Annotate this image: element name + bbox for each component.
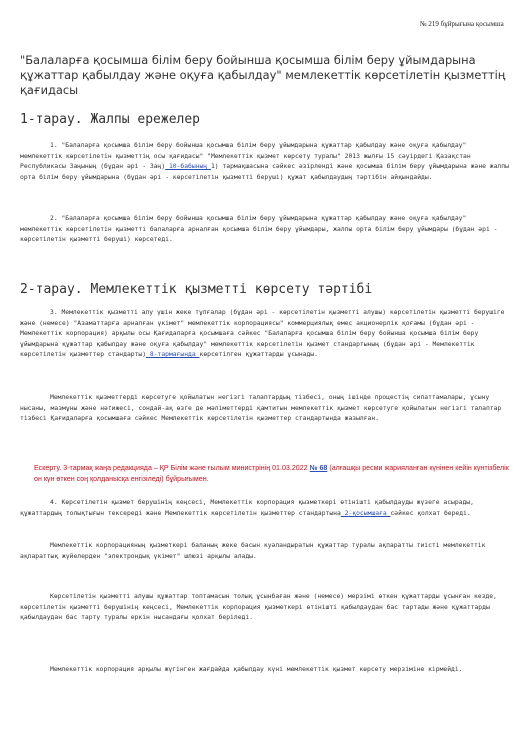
paragraph-2-text: 2. "Балаларға қосымша білім беру бойынша қосымша білім беру ұйымдарына құжаттар қабылдау және оқуға қабылдау" мемлекеттік көрсетілетін қызметті балаларға арналған қосымша білім беру ұйымдары, жалпы орта білім беру ұйымдары (бұдан әрі - көрсетілетін қызметті беруші) көрсетеді. <box>20 215 498 244</box>
paragraph-3-text-b: көрсетілген құжаттарды ұсынады. <box>199 351 318 359</box>
paragraph-4-text-a: 4. Көрсетілетін қызмет берушінің кеңсесі, Мемлекеттік корпорация қызметкері өтінішті қабылдауды жүзеге асырады, құжаттардың толықтығын тексереді және Мемлекеттік көрсетілетін қызметтер стандартына <box>20 499 474 517</box>
amendment-note <box>34 463 514 485</box>
paragraph-3 <box>20 308 510 361</box>
document-title: "Балаларға қосымша білім беру бойынша қосымша білім беру ұйымдарына құжаттар қабылдау және оқуға қабылдау" мемлекеттік көрсетілетін қызметтің қағидасы <box>20 53 506 97</box>
paragraph-2 <box>20 214 510 246</box>
paragraph-4b-text: Мемлекеттік корпорацияның қызметкері баланың жеке басын куәландыратын құжаттар туралы ақпаратты тиісті мемлекеттік ақпараттық жүйелерден "электрондық үкімет" шлюзі арқылы алады. <box>20 542 486 560</box>
paragraph-3-text-a: 3. Мемлекеттік қызметті алу үшін жеке тұлғалар (бұдан әрі - көрсетілетін қызметті алушы) көрсетілетін қызметті берушіге және (немесе) "Азаматтарға арналған үкімет" мемлекеттік корпорациясы" коммерциялық емес акционерлік қоғамы (бұдан әрі - Мемлекеттік корпорация) арқылы осы Қағидаларға қосымшаға сәйкес "Балаларға қосымша білім беру бойынша қосымша білім беру ұйымдарына құжаттар қабылдау және оқуға қабылдау" мемлекеттік көрсетілетін қызмет стандартының (бұдан әрі - Мемлекеттік көрсетілетін қызметтер стандарты) <box>20 309 505 359</box>
paragraph-1-text-a: 1. "Балаларға қосымша білім беру бойынша қосымша білім беру ұйымдарына құжаттар қабылдау және оқуға қабылдау" мемлекеттік көрсетілетін қызметтің осы қағидасы" "Мемлекеттік қызмет көрсету туралы" 2013 жылғы 15 сәуірдегі Қазақстан Республикасы Заңының (бұдан әрі - Заң) <box>20 142 471 171</box>
chapter-2-heading: 2-тарау. Мемлекеттік қызметті көрсету тәртібі <box>20 282 373 297</box>
paragraph-3-continued <box>20 393 510 425</box>
note-text-b: (алғашқы ресми жарияланған күнінен кейін күнтізбелік он күн өткен соң қолданысқа енгізіледі) бұйрығымен. <box>34 464 509 483</box>
paragraph-4-continued <box>20 541 510 562</box>
paragraph-4-refusal <box>20 592 510 624</box>
paragraph-3b-text: Мемлекеттік қызметтерді көрсетуге қойылатын негізгі талаптардың тізбесі, оның ішінде процестің сипаттамалары, ұсыну нысаны, мазмұны және нәтижесі, сондай-ақ өзге де мәліметтерді қамтитын мемлекеттік қызмет көрсетуге қойылатын негізгі талаптар тізбесі Қағидаларға қосымшаға сәйкес Мемлекеттік көрсетілетін қызметтер стандартында жазылған. <box>20 394 502 423</box>
order-68-link[interactable]: № 68 <box>309 464 328 472</box>
paragraph-1 <box>20 141 510 183</box>
annex-label: № 219 бұйрығына қосымша <box>420 20 504 28</box>
paragraph-4d-text: Мемлекеттік корпорация арқылы жүгінген жағдайда қабылдау күні мемлекеттік қызмет көрсету мерзіміне кірмейді. <box>50 666 463 673</box>
paragraph-1-text-b: 1) тармақшасына сәйкес әзірленді және қосымша білім беру ұйымдарына және жалпы орта білім беру ұйымдарына (бұдан әрі - көрсетілетін қызметті беруші) құжат қабылдаудың тәртібін айқындайды. <box>20 163 509 181</box>
paragraph-4c-text: Көрсетілетін қызметті алушы құжаттар топтамасын толық ұсынбаған және (немесе) мерзімі өткен құжаттарды ұсынған кезде, көрсетілетін қызметті берушінің кеңсесі, Мемлекеттік корпорация қызметкері өтінішті қабылдаудан бас тартады және құжаттарды қабылдаудан бас тарту туралы еркін нысандағы қолхат беріледі. <box>20 593 497 622</box>
paragraph-4 <box>20 498 510 519</box>
annex-2-link[interactable]: 2-қосымшаға <box>340 509 391 517</box>
paragraph-4-deadline <box>20 665 510 676</box>
article-10-link[interactable]: 10-бабының <box>165 163 211 171</box>
paragraph-4-text-b: сәйкес қолхат береді. <box>390 509 471 517</box>
note-text-a: Ескерту. 3-тармақ жаңа редакцияда – ҚР Білім және ғылым министрінің 01.03.2022 <box>34 464 308 472</box>
clause-8-link[interactable]: 8-тармағында <box>146 351 200 359</box>
chapter-1-heading: 1-тарау. Жалпы ережелер <box>20 112 201 127</box>
